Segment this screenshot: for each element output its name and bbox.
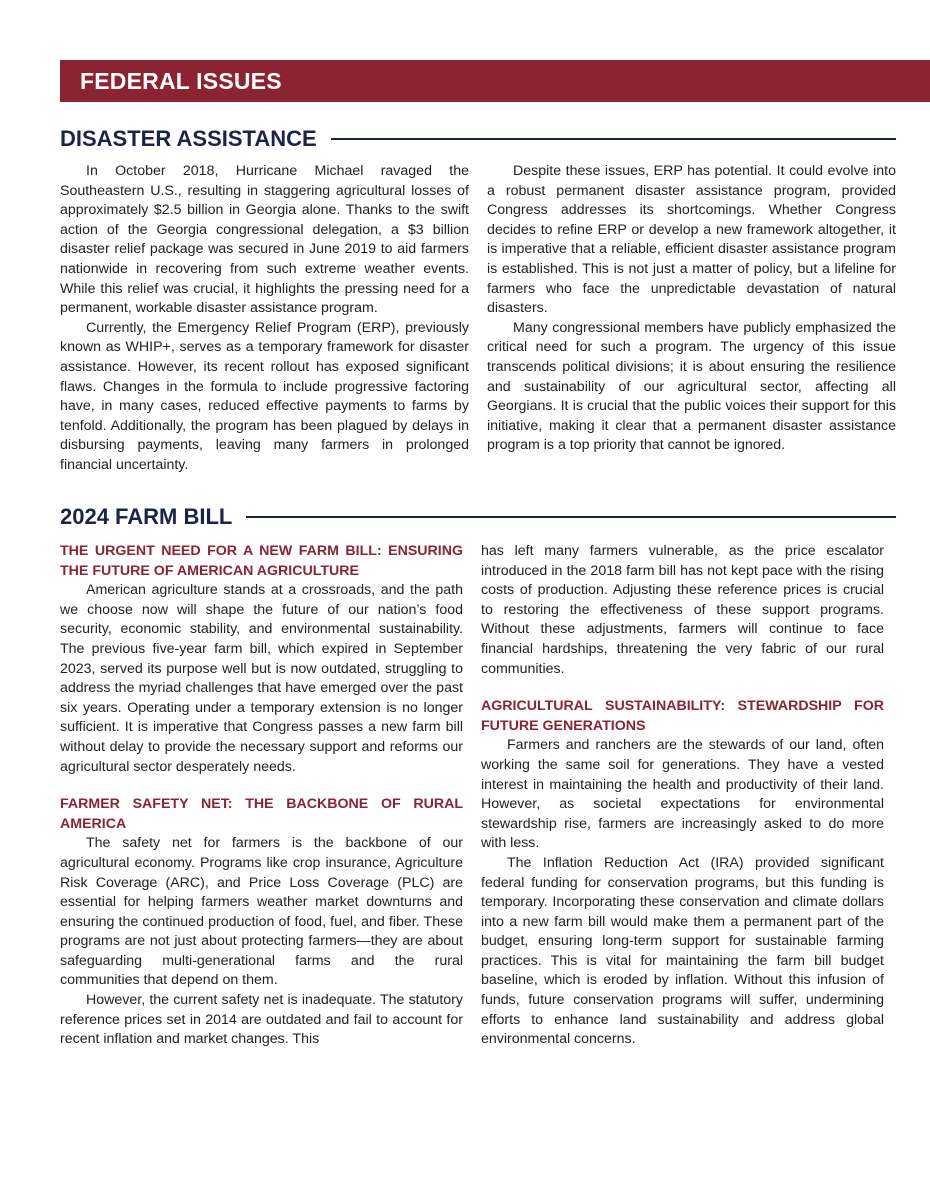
section-banner [60, 60, 930, 102]
disaster-paragraph: In October 2018, Hurricane Michael ravaged the Southeastern U.S., resulting in staggering agricultural losses of approximately $2.5 billion in Georgia alone. Thanks to the swift action of the Georgia congressional delegation, a $3 billion disaster relief package was secured in June 2019 to aid farmers nationwide in recovering from such extreme weather events. While this relief was crucial, it highlights the pressing need for a permanent, workable disaster assistance program. [60, 163, 469, 317]
safety-net-paragraph-continued: has left many farmers vulnerable, as the price escalator introduced in the 2018 farm bill has not kept pace with the rising costs of production. Adjusting these reference prices is crucial to restoring the effectiveness of these support programs. Without these adjustments, farmers will continue to face financial hardships, threatening the very fabric of our rural communities. [481, 543, 884, 677]
disaster-section-header [60, 126, 896, 152]
banner-title: FEDERAL ISSUES [80, 67, 282, 94]
sustainability-paragraph: Farmers and ranchers are the stewards of our land, often working the same soil for generations. They have a vested interest in maintaining the health and productivity of their land. However, as societal expectations for environmental stewardship rise, farmers are increasingly asked to do more with less. [481, 737, 884, 852]
heading-rule [246, 516, 896, 518]
disaster-right-column [487, 162, 896, 456]
disaster-heading: DISASTER ASSISTANCE [60, 126, 317, 151]
disaster-paragraph: Many congressional members have publicly emphasized the critical need for such a program. The urgency of this issue transcends political divisions; it is about ensuring the resilience and sustainability of our agricultural sector, affecting all Georgians. It is crucial that the public voices their support for this initiative, making it clear that a permanent disaster assistance program is a top priority that cannot be ignored. [487, 319, 896, 454]
safety-net-subheading: FARMER SAFETY NET: THE BACKBONE OF RURAL AMERICA [60, 796, 463, 832]
safety-net-paragraph: However, the current safety net is inadequate. The statutory reference prices set in 2014 are outdated and fail to account for recent inflation and market changes. This [60, 992, 463, 1048]
farmbill-right-column [481, 542, 884, 1050]
farmbill-heading: 2024 FARM BILL [60, 504, 233, 529]
sustainability-paragraph: The Inflation Reduction Act (IRA) provided significant federal funding for conservation programs, but this funding is temporary. Incorporating these conservation and climate dollars into a new farm bill would make them a permanent part of the budget, ensuring long-term support for sustainable farming practices. This is vital for maintaining the farm bill budget baseline, which is eroded by inflation. Without this infusion of funds, future conservation programs will suffer, undermining efforts to enhance land sustainability and address global environmental concerns. [481, 854, 884, 1048]
urgent-need-paragraph: American agriculture stands at a crossroads, and the path we choose now will shape the future of our nation’s food security, economic stability, and environmental sustainability. The previous five-year farm bill, which expired in September 2023, served its purpose well but is now outdated, struggling to address the myriad challenges that have emerged over the past six years. Operating under a temporary extension is no longer sufficient. It is imperative that Congress passes a new farm bill without delay to provide the necessary support and reforms our agricultural sector desperately needs. [60, 582, 463, 775]
farmbill-left-column [60, 542, 463, 1050]
disaster-left-column [60, 162, 469, 476]
disaster-paragraph: Currently, the Emergency Relief Program (ERP), previously known as WHIP+, serves as a temporary framework for disaster assistance. However, its recent rollout has exposed significant flaws. Changes in the formula to include progressive factoring have, in many cases, reduced effective payments to farms by tenfold. Additionally, the program has been plagued by delays in disbursing payments, leaving many farmers in prolonged financial uncertainty. [60, 319, 469, 473]
urgent-need-subheading: THE URGENT NEED FOR A NEW FARM BILL: ENSURING THE FUTURE OF AMERICAN AGRICULTURE [60, 543, 463, 579]
disaster-paragraph: Despite these issues, ERP has potential. It could evolve into a robust permanent disaster assistance program, provided Congress addresses its shortcomings. Whether Congress decides to refine ERP or develop a new framework altogether, it is imperative that a reliable, efficient disaster assistance program is established. This is not just a matter of policy, but a lifeline for farmers who face the unpredictable devastation of natural disasters. [487, 163, 896, 317]
farmbill-section-header [60, 504, 896, 530]
safety-net-paragraph: The safety net for farmers is the backbone of our agricultural economy. Programs like crop insurance, Agriculture Risk Coverage (ARC), and Price Loss Coverage (PLC) are essential for helping farmers weather market downturns and ensuring the continued production of food, fuel, and fiber. These programs are not just about protecting farmers—they are about safeguarding multi-generational farms and the rural communities that depend on them. [60, 835, 463, 989]
sustainability-subheading: AGRICULTURAL SUSTAINABILITY: STEWARDSHIP FOR FUTURE GENERATIONS [481, 698, 884, 734]
heading-rule [331, 138, 896, 140]
